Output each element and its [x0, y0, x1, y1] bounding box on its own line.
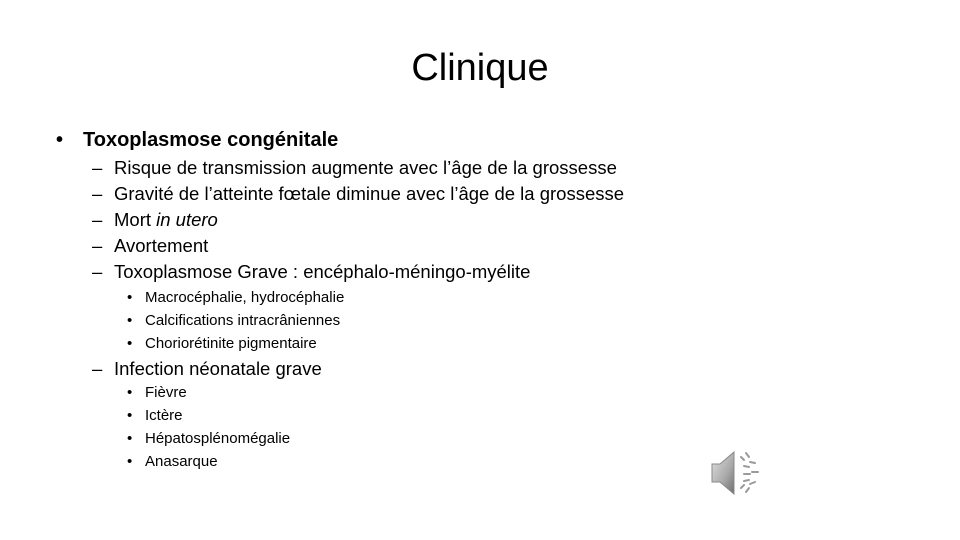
bullet-marker: •	[56, 129, 64, 151]
sub-item-text: Infection néonatale grave	[114, 358, 322, 379]
main-bullet	[56, 127, 338, 153]
sub-item	[92, 207, 218, 233]
sub-sub-item	[127, 286, 344, 309]
sub-sub-item	[127, 404, 183, 427]
sub-item-text: Toxoplasmose Grave : encéphalo-méningo-myélite	[114, 261, 531, 282]
sub-sub-item-text: Ictère	[145, 407, 183, 424]
dash-marker: –	[92, 261, 103, 282]
dash-marker: –	[92, 358, 103, 379]
bullet-marker: •	[127, 335, 133, 352]
sub-sub-item-text: Calcifications intracrâniennes	[145, 312, 341, 329]
bullet-marker: •	[127, 384, 133, 401]
bullet-marker: •	[127, 289, 133, 306]
sub-sub-item	[127, 381, 187, 404]
slide-title: Clinique	[411, 47, 549, 89]
sub-sub-item-text: Choriorétinite pigmentaire	[145, 335, 317, 352]
dash-marker: –	[92, 235, 103, 256]
sub-item-text: Mort	[114, 209, 157, 230]
sub-item	[92, 155, 617, 181]
sub-item	[92, 259, 530, 285]
sub-item-italic: in utero	[156, 209, 218, 230]
sub-item-text: Avortement	[114, 235, 209, 256]
sub-item	[92, 233, 208, 259]
sub-sub-item-text: Hépatosplénomégalie	[145, 430, 291, 447]
sub-sub-item	[127, 309, 340, 332]
sub-item-text: Gravité de l’atteinte fœtale diminue avec l’âge de la grossesse	[114, 183, 625, 204]
bullet-marker: •	[127, 407, 133, 424]
sub-sub-item-text: Macrocéphalie, hydrocéphalie	[145, 289, 345, 306]
main-bullet-text: Toxoplasmose congénitale	[83, 129, 339, 151]
sub-item	[92, 356, 322, 382]
bullet-marker: •	[127, 453, 133, 470]
bullet-marker: •	[127, 312, 133, 329]
dash-marker: –	[92, 157, 103, 178]
sub-sub-item	[127, 427, 290, 450]
sub-item	[92, 181, 624, 207]
dash-marker: –	[92, 183, 103, 204]
dash-marker: –	[92, 209, 103, 230]
sub-sub-item	[127, 450, 218, 473]
bullet-marker: •	[127, 430, 133, 447]
sub-sub-item-text: Anasarque	[145, 453, 218, 470]
sub-sub-item-text: Fièvre	[145, 384, 187, 401]
speaker-icon[interactable]	[708, 448, 762, 498]
sub-sub-item	[127, 332, 317, 355]
sub-item-text: Risque de transmission augmente avec l’âge de la grossesse	[114, 157, 617, 178]
